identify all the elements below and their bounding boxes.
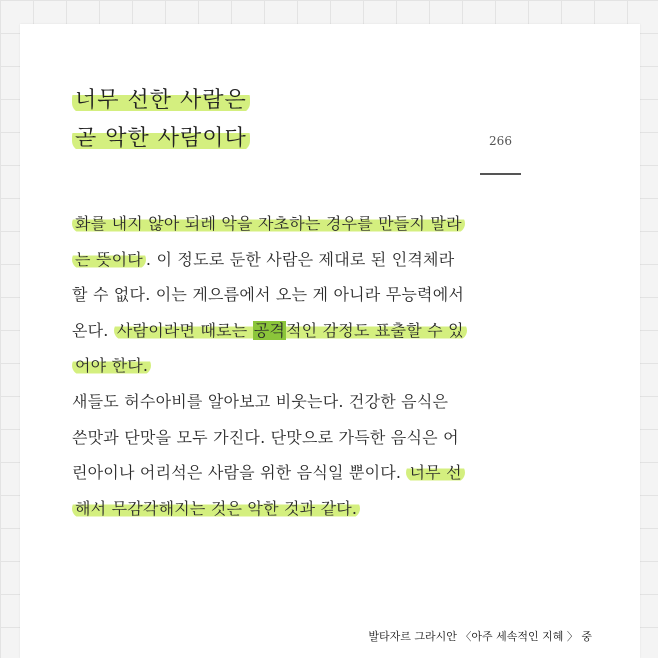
- highlight-3-text-a: 사람이라면 때로는: [116, 320, 253, 340]
- highlight-5: 너무 선: [406, 463, 464, 482]
- body-line-8: [72, 455, 532, 491]
- title-highlight-1: 너무 선한 사람은: [72, 88, 250, 113]
- body-line-6: 새들도 허수아비를 알아보고 비웃는다. 건강한 음식은: [72, 391, 449, 411]
- body-line-2: [72, 242, 532, 278]
- body-text-8: 린아이나 어리석은 사람을 위한 음식일 뿐이다.: [72, 463, 407, 483]
- body-line-3: 할 수 없다. 이는 게으름에서 오는 게 아니라 무능력에서: [72, 285, 465, 305]
- source-caption: 발타자르 그라시안 〈아주 세속적인 지혜 〉 중: [368, 630, 592, 643]
- highlight-6: 해서 무감각해지는 것은 악한 것과 같다.: [72, 499, 360, 518]
- body-line-9: [72, 491, 532, 527]
- highlight-1: 화를 내지 않아 되레 악을 자초하는 경우를 만들지 말라: [72, 214, 465, 233]
- highlight-2: 는 뜻이다: [72, 250, 146, 269]
- body-text-2: . 이 정도로 둔한 사람은 제대로 된 인격체라: [145, 249, 455, 269]
- highlight-3-text-b: 적인 감정도 표출할 수 있: [286, 320, 464, 340]
- page-title: [72, 82, 250, 158]
- body-paragraph: [72, 206, 532, 526]
- page-number-rule: [480, 173, 521, 175]
- page-number: 266: [489, 134, 512, 148]
- body-line-7: 쓴맛과 단맛을 모두 가진다. 단맛으로 가득한 음식은 어: [72, 427, 459, 447]
- body-line-4: [72, 313, 532, 349]
- body-text-4: 온다.: [72, 320, 114, 340]
- title-line-1: [72, 82, 250, 120]
- title-line-2: [72, 120, 250, 158]
- highlight-4: 어야 한다.: [72, 356, 151, 375]
- body-line-1: [72, 206, 532, 242]
- strong-highlight: 공격: [253, 320, 286, 340]
- body-line-5: [72, 348, 532, 384]
- highlight-3: [114, 321, 467, 340]
- book-page: [20, 24, 640, 658]
- title-highlight-2: 곧 악한 사람이다: [72, 126, 250, 151]
